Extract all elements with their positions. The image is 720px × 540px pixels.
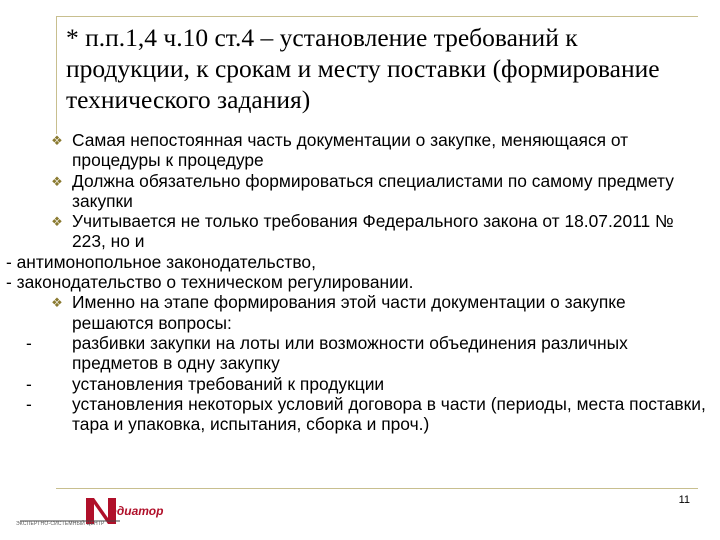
list-item <box>6 211 706 252</box>
diamond-bullet-icon: ❖ <box>51 133 63 148</box>
logo-word: едиатор <box>110 504 164 518</box>
list-item <box>6 374 706 394</box>
footer-divider <box>56 488 698 489</box>
list-item <box>6 333 706 374</box>
list-item-text: установления требований к продукции <box>72 373 385 394</box>
list-item <box>6 171 706 212</box>
dash-marker: - <box>26 393 32 414</box>
page-number: 11 <box>678 494 690 506</box>
list-item-text: Учитывается не только требования Федерального закона от 18.07.2011 № 223, но и <box>72 211 674 252</box>
title-frame-top <box>56 16 698 17</box>
list-item-text: - законодательство о техническом регулировании. <box>6 272 414 293</box>
list-item <box>6 130 706 171</box>
slide-title: * п.п.1,4 ч.10 ст.4 – установление требований к продукции, к срокам и месту поставки (формирование технического задания) <box>66 23 660 114</box>
list-item <box>6 292 706 333</box>
list-item-text: - антимонопольное законодательство, <box>6 251 316 272</box>
logo-subtitle: ЭКСПЕРТНО-СИСТЕМНЫЙ ЦЕНТР <box>16 521 105 527</box>
list-item <box>6 394 706 435</box>
list-item <box>6 252 706 272</box>
list-item-text: установления некоторых условий договора в части (периоды, места поставки, тара и упаковка, испытания, сборка и проч.) <box>72 393 706 435</box>
dash-marker: - <box>26 373 32 394</box>
list-item <box>6 272 706 292</box>
diamond-bullet-icon: ❖ <box>51 214 63 230</box>
title-frame-left <box>56 16 57 134</box>
list-item-text: Самая непостоянная часть документации о закупке, меняющаяся от процедуры к процедуре <box>72 130 629 171</box>
diamond-bullet-icon: ❖ <box>51 295 63 311</box>
slide-body <box>6 130 706 434</box>
list-item-text: разбивки закупки на лоты или возможности объединения различных предметов в одну закупку <box>72 332 628 374</box>
list-item-text: Должна обязательно формироваться специалистами по самому предмету закупки <box>72 170 674 211</box>
list-item-text: Именно на этапе формирования этой части документации о закупке решаются вопросы: <box>72 292 626 333</box>
dash-marker: - <box>26 332 32 353</box>
diamond-bullet-icon: ❖ <box>51 173 63 189</box>
